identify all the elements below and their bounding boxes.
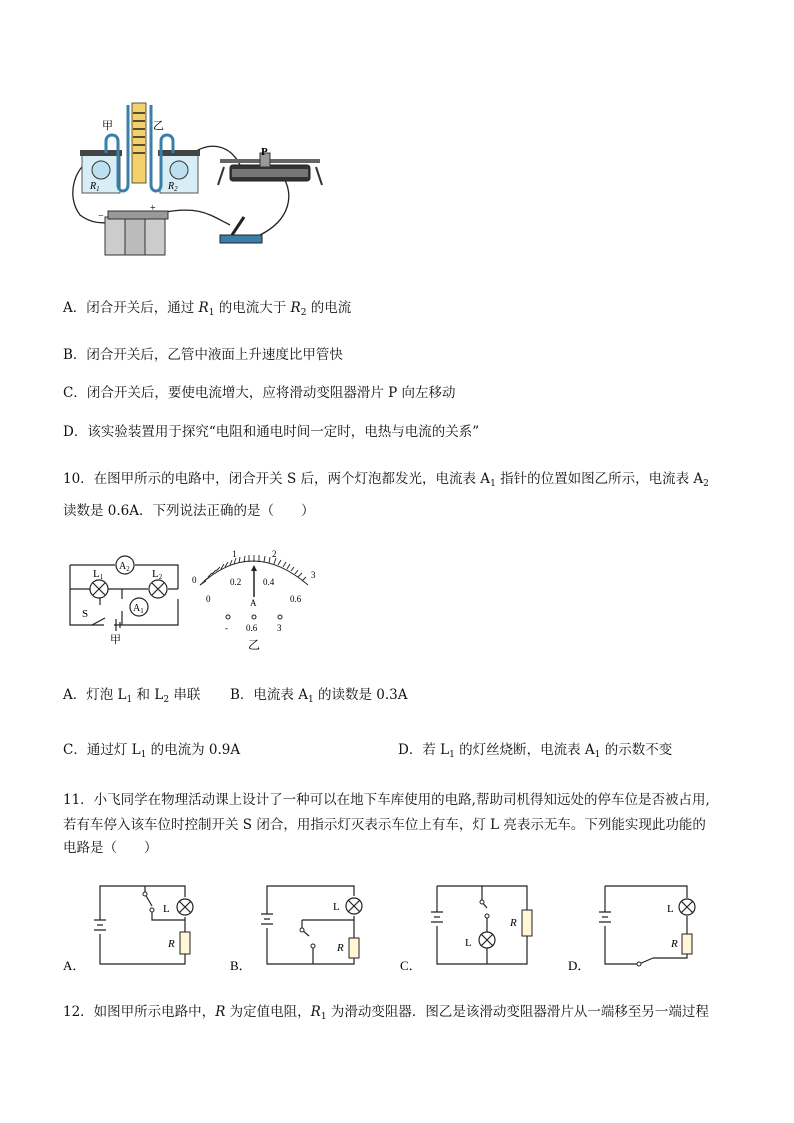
q11-circuit-b — [227, 880, 377, 975]
q9-option-a: A．闭合开关后，通过 $R_1$ 的电流大于 $R_2$ 的电流 — [63, 300, 352, 318]
svg-text:R: R — [510, 917, 517, 929]
svg-text:A2: $A_2$ — [119, 561, 130, 573]
jia-label: 甲 — [102, 120, 113, 132]
q10-option-b: B．电流表 $A_1$ 的读数是 0.3A — [230, 687, 408, 705]
svg-text:0: 0 — [192, 575, 197, 585]
r2-label: R — [168, 181, 175, 192]
svg-text:L2: L2 — [152, 568, 163, 581]
q12-stem: 12．如图甲所示电路中，R 为定值电阻，$R_1$ 为滑动变阻器．图乙是该滑动变阻器滑片从一端移至另一端过程 — [63, 1004, 709, 1022]
q10-option-d: D．若 $L_1$ 的灯丝烧断，电流表 $A_1$ 的示数不变 — [398, 742, 673, 760]
svg-text:0.2: 0.2 — [230, 577, 242, 587]
svg-text:L1: L1 — [93, 568, 104, 581]
svg-text:0.6: 0.6 — [290, 594, 302, 604]
svg-text:0.6: 0.6 — [246, 623, 258, 633]
q10-ammeter-yi — [190, 545, 320, 655]
q9-option-c: C．闭合开关后，要使电流增大，应将滑动变阻器滑片 P 向左移动 — [63, 385, 456, 401]
svg-text:0.4: 0.4 — [263, 577, 275, 587]
svg-text:3: 3 — [277, 623, 282, 633]
svg-text:S: S — [82, 608, 89, 620]
svg-text:甲: 甲 — [110, 634, 121, 645]
q11-stem-line2: 若有车停入该车位时控制开关 S 闭合，用指示灯灭表示车位上有车，灯 L 亮表示无车。下列能实现此功能的 — [63, 817, 706, 833]
q10-option-a: A．灯泡 $L_1$ 和 $L_2$ 串联 — [63, 687, 201, 705]
q9-option-b: B．闭合开关后，乙管中液面上升速度比甲管快 — [63, 347, 343, 363]
q11-stem-line3: 电路是（ ） — [63, 840, 158, 856]
yi-label: 乙 — [153, 120, 164, 132]
q11-circuit-c — [397, 880, 547, 975]
svg-text:2: 2 — [272, 549, 277, 559]
svg-text:C．: C． — [400, 958, 422, 973]
svg-text:R: R — [671, 938, 678, 950]
q10-stem-line1: 10．在图甲所示的电路中，闭合开关 S 后，两个灯泡都发光，电流表 $A_1$ 指针的位置如图乙所示，电流表 $A_2$ — [63, 471, 709, 489]
svg-text:A．: A． — [63, 958, 86, 973]
svg-text:A: A — [250, 598, 257, 608]
svg-text:D．: D． — [568, 958, 591, 973]
svg-text:B．: B． — [230, 958, 252, 973]
r2-label-sub: 2 — [174, 185, 178, 193]
r1-label-sub: 1 — [96, 185, 100, 193]
q10-circuit-jia — [60, 545, 190, 645]
p-label: P — [261, 146, 268, 158]
r1-label: R — [90, 181, 97, 192]
q9-option-d: D．该实验装置用于探究“电阻和通电时间一定时，电热与电流的关系” — [63, 424, 480, 440]
q9-experiment-figure — [60, 95, 330, 265]
svg-text:R: R — [337, 942, 344, 954]
svg-text:L: L — [163, 903, 170, 915]
svg-text:L: L — [667, 903, 674, 915]
q11-circuit-a — [60, 880, 210, 975]
svg-text:L: L — [333, 901, 340, 913]
q10-option-c: C．通过灯 $L_1$ 的电流为 0.9A — [63, 742, 241, 760]
svg-text:A1: $A_1$ — [133, 603, 144, 615]
svg-text:-: - — [225, 623, 228, 633]
svg-text:1: 1 — [232, 549, 237, 559]
svg-text:R: R — [168, 938, 175, 950]
svg-text:乙: 乙 — [248, 638, 261, 652]
minus-label: − — [98, 211, 104, 222]
q10-stem-line2: 读数是 0.6A．下列说法正确的是（ ） — [63, 503, 315, 519]
plus-label: + — [150, 203, 156, 214]
q11-circuit-d — [565, 880, 715, 975]
svg-text:3: 3 — [311, 570, 316, 580]
svg-text:L: L — [465, 937, 472, 949]
svg-text:0: 0 — [206, 594, 211, 604]
q11-stem-line1: 11．小飞同学在物理活动课上设计了一种可以在地下车库使用的电路,帮助司机得知远处的停车位是否被占用, — [63, 792, 710, 808]
